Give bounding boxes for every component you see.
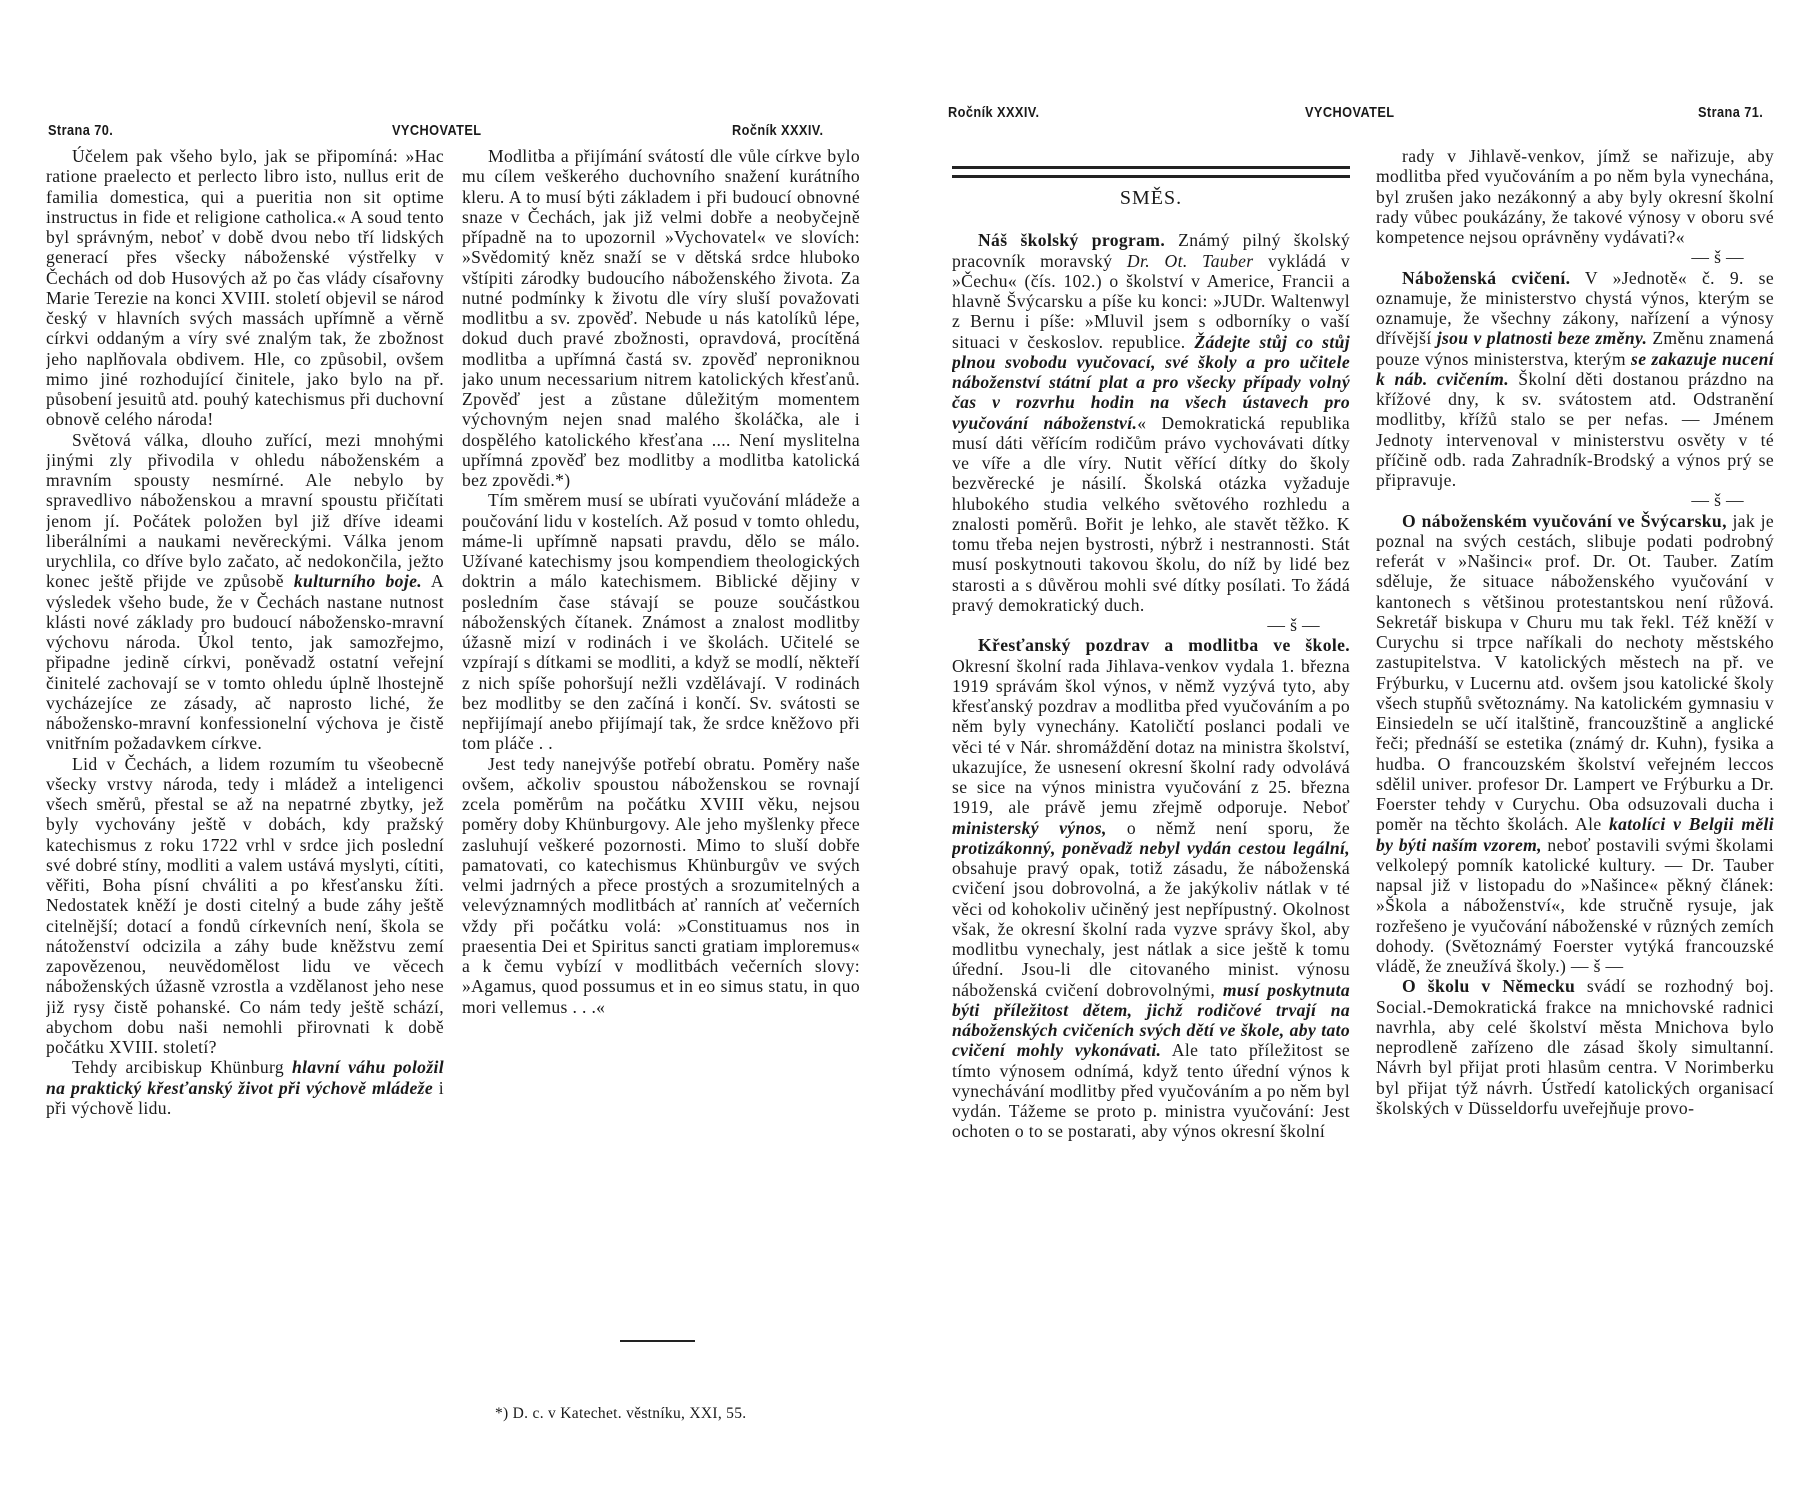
body-text: svádí se rozhodný boj. Social.-Demokratická frakce na mnichovské radnici navrhla, aby celé školství města Mnichova bylo neprodleně zařízeno dle zásad školy simultanní. Návrh byl přijat proti hlasům centra. V Norimberku byl přijat týž návrh. Ústředí katolických organisací školských v Düsseldorfu uveřejňuje provo-	[1376, 976, 1774, 1118]
volume-label: Ročník XXXIV.	[948, 104, 1040, 121]
body-text: rady v Jihlavě-venkov, jímž se nařizuje, aby modlitba před vyučováním a po něm byla vynechána, byl zrušen jako nezákonný a aby byly okresní školní rady vůbec poukázány, že takové výnosy v oboru své kompetence nejsou oprávněny vydávati?«	[1376, 146, 1774, 247]
paragraph	[46, 430, 444, 754]
journal-title: VYCHOVATEL	[1305, 104, 1395, 121]
body-text: Školní děti dostanou prázdno na křížové dny, k sv. svátostem atd. Odstranění modlitby, křížů stalo se per nefas. — Jménem Jednoty intervenoval v ministerstvu osvěty v té příčině odb. rada Zahradník-Brodský a výnos prý se připravuje.	[1376, 368, 1774, 490]
emphasized-text: Žádejte stůj co stůj plnou svobodu vyučovací, své školy a pro učitele náboženství státní plat a pro všecky případy volný čas v rozvrhu hodin na všech ústavech pro vyučování náboženství.	[952, 331, 1350, 433]
emphasized-text: jsou v platnosti beze změny.	[1436, 328, 1648, 349]
author-signature: — š —	[1691, 247, 1744, 268]
body-text: o němž není sporu, že	[1106, 817, 1350, 838]
article-heading: O školu v Německu	[1402, 976, 1576, 997]
body-text: A výsledek všeho bude, že v Čechách nastane nutnost klásti nové základy pro budoucí nábožensko-mravní výchovu národa. Úkol tento, jak samozřejmo, připadne jedině církvi, poněvadž ostatní veřejní činitelé zachovají se v tomto ohledu úplně lhostejně vycházejíce ze zásady, ač naprosto liché, že nábožensko-mravní konfessionelní výchova je čistě vnitřním požadavkem církve.	[46, 571, 444, 754]
paragraph	[462, 490, 860, 753]
body-text: neboť postavili svými školami velkolepý pomník katolické kultury. — Dr. Tauber napsal již v listopadu do »Našince« pěkný článek: »Škola a náboženství«, kde stručně rysuje, jak rozřešeno je vyučování náboženské v různých zemích dohody. (Světoznámý Foerster vytýká francouzské vládě, že zneužívá školy.) — š —	[1376, 834, 1774, 976]
emphasized-text: ministerský výnos,	[952, 817, 1107, 838]
paragraph	[462, 146, 860, 490]
body-text: Změnu znamená pouze výnos ministerstva, kterým	[1376, 328, 1774, 369]
paragraph	[462, 754, 860, 1017]
emphasized-text: kulturního boje.	[293, 571, 422, 592]
page-number: Strana 71.	[1698, 104, 1764, 121]
body-text: Okresní školní rada Jihlava-venkov vydala 1. března 1919 správám škol výnos, v němž vyzývá tyto, aby křesťanský pozdrav a modlitba před vyučováním a po něm byly vynechány. Katoličtí poslanci podali ve věci té v Nár. shromáždění dotaz na ministra školství, ukazujíce, že usnesení okresní školní rady odvolává se sice na výnos ministra vyučování z 25. března 1919, ale právě jemu zřejmě odporuje. Neboť	[952, 655, 1350, 818]
emphasized-text: hlavní váhu položil na praktický křesťanský život při výchově mládeže	[46, 1057, 444, 1098]
section-title: SMĚS.	[1119, 187, 1183, 209]
paragraph	[46, 146, 444, 430]
body-text: obsahuje pravý opak, totiž zásadu, že náboženská cvičení jsou dobrovolná, a že jakýkoliv nátlak v té věci od kohokoliv učiněný jest nepřípustný. Okolnost však, že okresní školní rada vyzve správy škol, aby modlitbu vynechaly, jest nátlak a sice ještě k tomu úřední. Jsou-li dle citovaného minist. výnosu náboženská cvičení dobrovolnými,	[952, 858, 1350, 1000]
paragraph	[1376, 511, 1774, 977]
paragraph	[1376, 976, 1774, 1118]
body-text: Modlitba a přijímání svátostí dle vůle církve bylo mu cílem veškerého duchovního snažení kurátního kleru. A to musí býti základem i při budoucí obnovné snaze v Čechách, jak již velmi dobře a neobyčejně případně na to upozornil »Vychovatel« ve slovích: »Svědomitý kněz snaží se v dětská srdce hluboko vštípiti zárodky budoucího náboženského života. Za nutné podmínky k životu dle víry sluší považovati modlitbu a sv. zpověď. Nebude u nás katolíků lépe, dokud duch pravé zbožnosti, opravdová, procítěná modlitba a upřímná častá sv. zpověď neproniknou jako unum necessarium nitrem katolických křesťanů. Zpověď jest a zůstane důležitým momentem výchovným nejen snad malého školáčka, ale i dospělého katolického křesťana .... Není myslitelna upřímná zpověď bez modlitby a modlitba katolická bez zpovědi.*)	[462, 146, 860, 490]
text-column-3	[952, 166, 1350, 1428]
body-text: vykládá v »Čechu« (čís. 102.) o školství v Americe, Francii a hlavně Švýcarsku a píše ku konci: »JUDr. Waltenwyl z Bernu i píše: »Mluvil jsem s odborníky o vaší situaci v českoslov. republice.	[952, 250, 1350, 352]
body-text: i při výchově lidu.	[46, 1077, 444, 1118]
body-text: « Demokratická republika musí dáti věřícím rodičům právo vychovávati dítky ve víře a dle víry. Nutit věřící dítky do školy bezvěrecké je násilí. Školská otázka vyžaduje hlubokého studia velkého světového rozhledu a znalosti poměrů. Bořit je lehko, ale stavět těžko. K tomu třeba nejen bystrosti, nýbrž i nestrannosti. Stát musí poskytnouti takovou školu, do níž by lidé bez starosti a s důvěrou mohli své dítky posílati. To žádá pravý demokratický duch.	[952, 412, 1350, 615]
paragraph	[1376, 268, 1774, 491]
paragraph	[1376, 146, 1774, 247]
body-text: Tím směrem musí se ubírati vyučování mládeže a poučování lidu v kostelích. Až posud v tomto ohledu, máme-li upřímně napsati pravdu, dělo se málo. Užívané katechismy jsou kompendiem theologických doktrin a málo katechismem. Biblické dějiny v posledním čase stávají se pouze součástkou náboženských čítanek. Známost a znalost modlitby úžasně mizí v rodinách i ve školách. Učitelé se vzpírají s dítkami se modliti, a když se modlí, někteří z nich spíše pohoršují nežli vzdělávají. V rodinách bez modlitby se den začíná i končí. Sv. svátosti se nepřijímají anebo přijímají tak, že srdce kněžovo při tom pláče . .	[462, 490, 860, 754]
emphasized-text: Dr. Ot. Tauber	[1126, 250, 1254, 271]
body-text: Účelem pak všeho bylo, jak se připomíná: »Hac ratione praelecto et perlecto libro isto, nullus erit de familia domestica, qui a pueritia non sit optime instructus in fide et religione catholica.« A soud tento byl správným, neboť v době dvou nebo tří lidských generací přes všecky náboženské výstřelky v Čechách od dob Husových až po čas vlády císařovny Marie Terezie na konci XVIII. století objevil se národ český v hlavních svých massách upřímně a věrně církvi oddaným a víry své znalým tak, že zbožnost jeho naplňovala obdivem. Hle, co způsobil, ovšem mimo jiné rozhodující činitele, jako bylo na př. působení jesuitů atd. pouhý katechismus při duchovní obnově celého národa!	[46, 146, 444, 430]
body-text: jak je poznal na svých cestách, slibuje podati podrobný referát v »Našinci« prof. Dr. Ot. Tauber. Zatím sděluje, že situace náboženského vyučování v kantonech s většinou protestantskou není růžová. Sekretář biskupa v Churu mu tak řekl. Též kněží v Curychu si trpce naříkali do nechoty městského zastupitelstva. V katolických městech na př. ve Frýburku, v Lucernu atd. ovšem jsou katolické školy všech stupňů světoznámy. Na katolickém gymnasiu v Einsiedeln se učí italštině, francouzštině a anglické řeči; přednáší se estetika (známý dr. Kuhn), fysika a hudba. O francouzském školství veřejném leccos sdělil univer. profesor Dr. Lampert ve Frýburku a Dr. Foerster tehdy v Curychu. Oba odsuzovali ducha i poměr na těchto školách. Ale	[1376, 510, 1774, 835]
footnote: *) D. c. v Katechet. věstníku, XXI, 55.	[495, 1405, 747, 1422]
emphasized-text: se zakazuje nucení k náb. cvičením.	[1376, 348, 1774, 389]
author-signature: — š —	[1267, 615, 1320, 635]
column-3-body	[952, 230, 1350, 1141]
body-text: Lid v Čechách, a lidem rozumím tu všeobecně všecky vrstvy národa, tedy i mládež a inteligenci všech směrů, přestal se až na nepatrné zbytky, jež byly vychovány ještě v dobách, kdy pražský katechismus z roku 1722 vrhl v srdce jich poslední své dobré stíny, modliti a valem ustává myslyti, cítiti, věřiti, Boha písní chváliti a po křesťansku žíti. Nedostatek kněží je dosti citelný a bude záhy ještě citelnější; dotací a fondů církevních není, škola se nátoženství odcizila a záhy bude kněžstvu zemí zapovězenou, neuvědomělost lidu ve věcech náboženských úžasně vzrostla a vzdělanost jeho nese již rysy čistě pohanské. Co nám tedy ještě schází, abychom dobu naši nemohli přirovnati k době počátku XVIII. století?	[46, 753, 444, 1057]
journal-title: VYCHOVATEL	[392, 122, 482, 139]
article-heading: Křesťanský pozdrav a modlitba ve škole.	[978, 635, 1350, 656]
footnote-divider	[620, 1340, 695, 1342]
article-heading: Náboženská cvičení.	[1402, 267, 1571, 288]
emphasized-text: musí poskytnuta býti příležitost dětem, jichž rodičové trvají na náboženských cvičeních svých dětí ve škole, aby tato cvičení mohly vykonávati.	[952, 979, 1350, 1061]
body-text: Známý pilný školský pracovník moravský	[952, 230, 1350, 271]
text-column-4	[1376, 146, 1774, 1428]
article-heading: Náš školský program.	[978, 230, 1166, 251]
author-signature: — š —	[1691, 490, 1744, 511]
section-rule	[952, 166, 1350, 178]
emphasized-text: protizákonný, poněvadž nebyl vydán cestou legální,	[952, 837, 1350, 858]
paragraph	[46, 754, 444, 1058]
volume-label: Ročník XXXIV.	[732, 122, 824, 139]
page-number: Strana 70.	[48, 122, 114, 139]
article-heading: O náboženském vyučování ve Švýcarsku,	[1402, 510, 1727, 531]
body-text: V »Jednotě« č. 9. se oznamuje, že ministerstvo chystá výnos, kterým se oznamuje, že všechny zákony, nařízení a výnosy dřívější	[1376, 267, 1774, 349]
text-column-1	[46, 146, 444, 1428]
body-text: Světová válka, dlouho zuřící, mezi mnohými jinými zly přivodila v ohledu náboženském a mravním spousty nesmírné. Ale nebylo by spravedlivo náboženskou a mravní spoustu přičítati jenom jí. Počátek položen byl již dříve ideami liberálními a naukami nevěreckými. Válka jenom urychlila, co dříve bylo začato, ač nedokončila, ježto konec ještě přijde ve způsobě	[46, 429, 444, 592]
body-text: Jest tedy nanejvýše potřebí obratu. Poměry naše ovšem, ačkoliv spoustou náboženskou se rovnají zcela poměrům na počátku XVIII věku, nejsou poměry doby Khünburgovy. Ale jeho myšlenky přece zasluhují veškeré pozornosti. Mimo to sluší dobře pamatovati, co katechismus Khünburgův ve svých velmi jadrných a přece prostých a srozumitelných a velevýznamných modlitbách ať ranních ať večerních vždy při počátku volá: »Constituamus nos in praesentia Dei et Spiritus sancti gratiam imploremus« a k čemu vybízí v modlitbách večerních slovy: »Agamus, quod possumus et in eo simus statu, in quo mori vellemus . . .«	[462, 753, 860, 1017]
paragraph	[46, 1057, 444, 1118]
text-column-2	[462, 146, 860, 1326]
paragraph	[952, 230, 1350, 615]
paragraph	[952, 635, 1350, 1141]
body-text: Tehdy arcibiskup Khünburg	[72, 1057, 293, 1078]
emphasized-text: katolíci v Belgii měli by býti naším vzorem,	[1376, 814, 1774, 855]
body-text: Ale tato příležitost se tímto výnosem odnímá, když tento úřední výnos k vynechávání modlitby před vyučováním a po něm byl vydán. Tážeme se proto p. ministra vyučování: Jest ochoten o to se postarati, aby výnos okresní školní	[952, 1040, 1350, 1142]
